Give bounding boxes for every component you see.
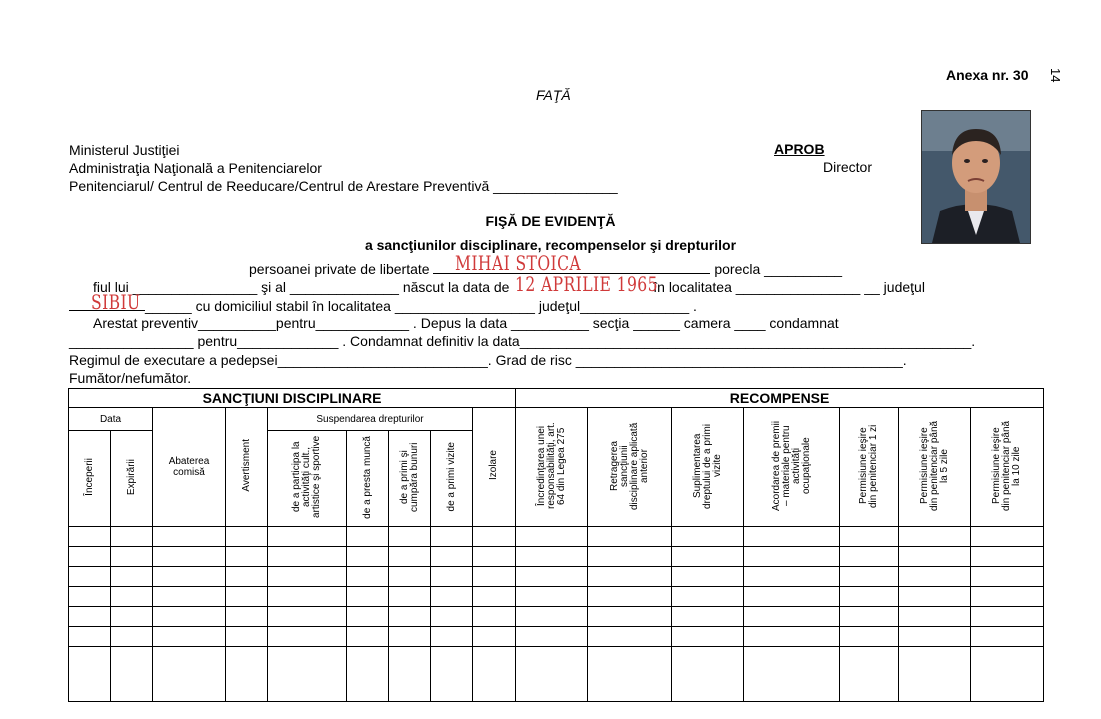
isolation-header: Izolare [473, 408, 516, 527]
reward-responsibility-header: Încredinţarea unei responsabilităţi, art. 64 din Legea 275 [516, 408, 588, 527]
side-label: FAŢĂ [536, 87, 571, 103]
form-subtitle: a sancţiunilor disciplinare, recompenselor şi drepturilor [364, 237, 737, 253]
arrest-line: Arestat preventiv__________pentru____________ . Depus la data __________ secţia ______ camera ____ condamnat [93, 315, 839, 331]
rewards-header: RECOMPENSE [516, 389, 1044, 408]
end-date-header: Expirării [111, 431, 153, 527]
table-row [69, 587, 1044, 607]
nickname-label: porecla __________ [710, 261, 843, 277]
parents-line [93, 272, 925, 296]
date-header: Data [69, 408, 153, 431]
domicile-line [69, 290, 697, 314]
administration-line: Administraţia Naţională a Penitenciarelor [69, 160, 322, 176]
director-label: Director [823, 159, 873, 175]
ministry-line: Ministerul Justiţiei [69, 142, 180, 158]
reward-leave-10-header: Permisiune ieşire din penitenciar până la 10 zile [971, 408, 1044, 527]
conviction-line: ________________ pentru_____________ . Condamnat definitiv la data__________________________________________________________. [69, 333, 976, 349]
table-row [69, 647, 1044, 702]
annex-number: Anexa nr. 30 [946, 67, 1029, 83]
approve-label: APROB [774, 141, 825, 157]
table-row [69, 567, 1044, 587]
reward-leave-5-header: Permisiune ieşire din penitenciar până la 5 zile [899, 408, 971, 527]
reward-prizes-header: Acordarea de premii – materiale pentru activităţi ocupaţionale [744, 408, 840, 527]
suspend-goods-header: de a primi şi cumpăra bunuri [389, 431, 431, 527]
birth-date: 12 APRILIE 1965 [515, 272, 659, 296]
smoker-line: Fumător/nefumător. [69, 370, 192, 386]
person-name: MIHAI STOICA [455, 251, 582, 275]
form-title: FIŞĂ DE EVIDENŢĂ [485, 213, 616, 229]
sanctions-header: SANCŢIUNI DISCIPLINARE [69, 389, 516, 408]
suspension-header: Suspendarea drepturilor [268, 408, 473, 431]
records-table [68, 388, 1044, 702]
table-row [69, 547, 1044, 567]
suspend-activities-header: de a participa la activităţi cult., artistice şi sportive [268, 431, 347, 527]
offense-header: Abaterea comisă [153, 408, 226, 527]
person-label: persoanei private de libertate [249, 261, 434, 277]
suspend-work-header: de a presta muncă [347, 431, 389, 527]
reward-withdrawal-header: Retragerea sancţiunii disciplinare aplicată anterior [588, 408, 672, 527]
warning-header: Avertisment [226, 408, 268, 527]
table-row [69, 627, 1044, 647]
parents-label: fiul lui ________________ şi al ______________ născut la data de [93, 279, 514, 295]
reward-visits-header: Suplimentarea dreptului de a primi vizite [672, 408, 744, 527]
page-number: 14 [1048, 68, 1063, 83]
birth-county: SIBIU [91, 290, 141, 314]
domicile-label: ______ cu domiciliul stabil în localitatea __________________ judeţul______________ . [145, 298, 697, 314]
locality-label: în localitatea ________________ __ judeţul [649, 279, 925, 295]
penitentiary-line: Penitenciarul/ Centrul de Reeducare/Centrul de Arestare Preventivă ________________ [69, 178, 618, 194]
regime-line: Regimul de executare a pedepsei___________________________. Grad de risc __________________________________________. [69, 352, 907, 368]
table-row [69, 527, 1044, 547]
suspend-visits-header: de a primi vizite [431, 431, 473, 527]
start-date-header: Începerii [69, 431, 111, 527]
reward-leave-1-header: Permisiune ieşire din penitenciar 1 zi [840, 408, 899, 527]
table-row [69, 607, 1044, 627]
